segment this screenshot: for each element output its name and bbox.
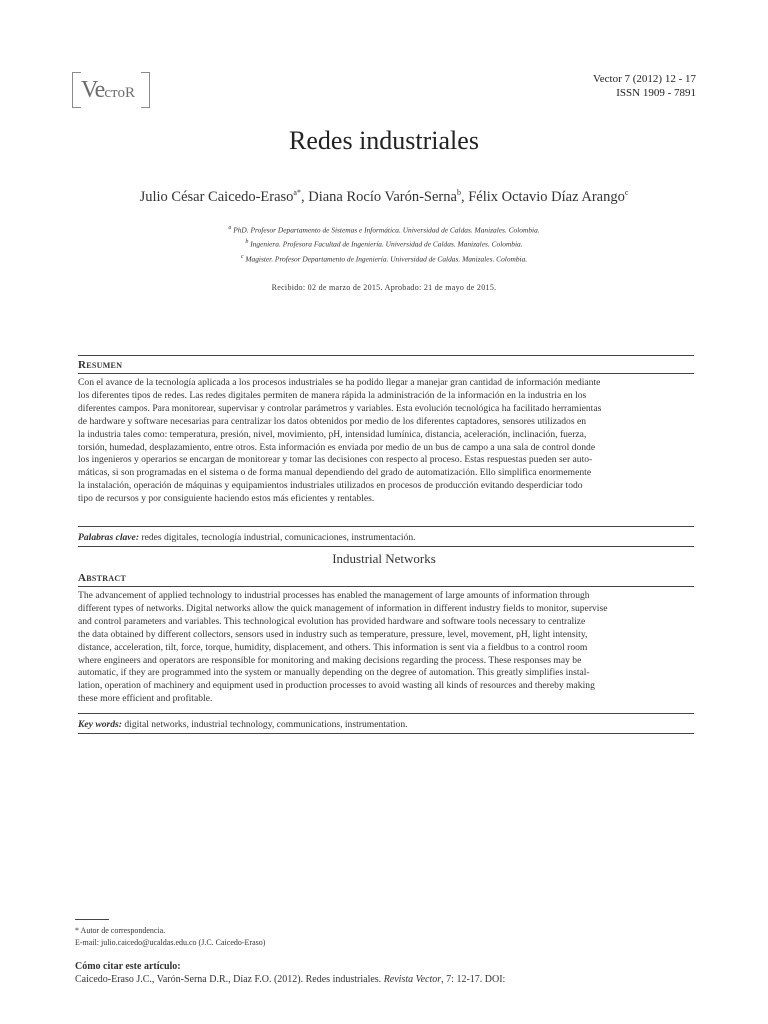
author-sup: a*	[293, 188, 301, 197]
affiliation-sup: b	[245, 239, 249, 246]
keywords-label: Key words:	[78, 719, 122, 730]
resumen-line: máticas, si son programadas en el sistema o de forma manual dependiendo del grado de automatización. Ello simplifica enormemente	[78, 467, 592, 479]
author-name: Diana Rocío Varón-Serna	[308, 188, 457, 205]
logo-bracket-right	[141, 72, 150, 108]
affiliation-text: Magister. Profesor Departamento de Ingeniería. Universidad de Caldas. Manizales. Colombia.	[245, 254, 528, 264]
palabras-label: Palabras clave:	[78, 532, 140, 543]
abstract-line: distance, acceleration, tilt, force, torque, humidity, displacement, and others. This information is sent via a fieldbus to a control room	[78, 641, 588, 653]
footnote-correspondence: * Autor de correspondencia.	[75, 926, 166, 935]
affiliation-line	[0, 222, 768, 236]
section-divider	[78, 733, 694, 734]
abstract-line: the data obtained by different collectors, sensors used in industry such as temperature, pressure, level, movement, pH, light intensity,	[78, 628, 588, 640]
resumen-line: Con el avance de la tecnología aplicada a los procesos industriales se ha podido llegar a manejar gran cantidad de información mediante	[78, 377, 601, 388]
citation-authors: Caicedo-Eraso J.C., Varón-Serna D.R., Díaz F.O. (2012). Redes industriales.	[75, 974, 384, 985]
abstract-line: lation, operation of machinery and equipment used in production processes to avoid wasting all kinds of resources and thereby making	[78, 680, 595, 692]
abstract-line: automatic, if they are programmed into the system or manually depending on the degree of automation. This greatly simplifies instal-	[78, 667, 590, 679]
resumen-line: los ingenieros y operarios se encargan de monitorear y tomar las decisiones con respecto al proceso. Estas respuestas pueden ser auto-	[78, 454, 593, 466]
resumen-line: tipo de recursos y por consiguiente haciendo estos más eficientes y rentables.	[78, 493, 375, 505]
footnote	[75, 925, 265, 949]
section-divider	[78, 355, 694, 356]
section-divider	[78, 586, 694, 587]
citation-journal: Revista Vector	[383, 974, 442, 985]
abstract-line: different types of networks. Digital networks allow the quick management of information in different industry fields to monitor, supervise	[78, 602, 608, 614]
resumen-heading: Resumen	[78, 359, 123, 371]
abstract-line: and control parameters and variables. This technological evolution has provided hardware and software tools necessary to centralize	[78, 615, 586, 627]
footnote-rule	[75, 919, 109, 920]
affiliation-text: Ingeniera. Profesora Facultad de Ingeniería. Universidad de Caldas. Manizales. Colombia.	[250, 239, 523, 249]
affiliation-sup: a	[228, 225, 232, 231]
journal-logo	[72, 72, 150, 108]
resumen-line: de hardware y software necesarias para centralizar los datos obtenidos por medio de los diferentes captadores, sensores utilizados en	[78, 415, 587, 427]
citation-tail: , 7: 12-17. DOI:	[441, 974, 506, 985]
resumen-line: los diferentes tipos de redes. Las redes digitales permiten de manera rápida la administración de la información en la industria en los	[78, 389, 587, 401]
section-divider	[78, 713, 694, 714]
citation	[75, 974, 505, 985]
received-dates: Recibido: 02 de marzo de 2015. Aprobado: 21 de mayo de 2015.	[271, 283, 497, 292]
abstract-body	[78, 590, 694, 706]
resumen-line: la instalación, operación de máquinas y equipamientos industriales utilizados en procesos de producción evitando desperdiciar todo	[78, 480, 583, 492]
resumen-line: diferentes campos. Para monitorear, supervisar y controlar parámetros y variables. Esta evolución tecnológica ha facilitado herramientas	[78, 402, 602, 414]
paper-title: Redes industriales	[289, 126, 479, 155]
keywords-text: digital networks, industrial technology, communications, instrumentation.	[121, 719, 408, 730]
author-name: Félix Octavio Díaz Arango	[468, 188, 625, 205]
abstract-line: these more efficient and profitable.	[78, 693, 213, 705]
journal-info	[593, 72, 696, 100]
logo-text-main: Ve	[81, 77, 105, 103]
logo-bracket-left	[72, 72, 81, 108]
footnote-email[interactable]: E-mail: julio.caicedo@ucaldas.edu.co (J.C. Caicedo-Eraso)	[75, 938, 266, 947]
logo-text	[81, 77, 135, 106]
resumen-body	[78, 377, 694, 506]
abstract-line: where engineers and operators are responsible for monitoring and making decisions regarding the process. These responses may be	[78, 654, 582, 666]
palabras-clave	[78, 532, 694, 543]
journal-issue: Vector 7 (2012) 12 - 17	[593, 73, 696, 85]
affiliation-line	[0, 251, 768, 265]
cite-heading: Cómo citar este artículo:	[75, 961, 181, 972]
abstract-heading: Abstract	[78, 572, 127, 584]
palabras-text: redes digitales, tecnología industrial, comunicaciones, instrumentación.	[139, 532, 416, 543]
key-words	[78, 719, 694, 730]
affiliation-sup: c	[240, 253, 244, 260]
journal-issn: ISSN 1909 - 7891	[616, 87, 696, 99]
author-sup: c	[624, 188, 629, 197]
affiliations	[0, 222, 768, 265]
author-name: Julio César Caicedo-Eraso	[139, 188, 294, 205]
section-divider	[78, 373, 694, 374]
affiliation-line	[0, 236, 768, 250]
author-list: Julio César Caicedo-Eraso$^{a*}$, Diana Rocío Varón-Serna$^b$, Félix Octavio Díaz Arango$^c$	[139, 188, 629, 205]
english-title: Industrial Networks	[332, 551, 436, 566]
section-divider	[78, 526, 694, 527]
resumen-line: la industria tales como: temperatura, presión, nivel, movimiento, pH, intensidad lumínica, distancia, aceleración, inclinación, fuerza,	[78, 428, 587, 440]
resumen-line: torsión, humedad, desplazamiento, entre otros. Esta información es enviada por medio de un bus de campo a una sala de control donde	[78, 441, 596, 453]
section-divider	[78, 546, 694, 547]
author-sup: b	[456, 188, 461, 197]
affiliation-text: PhD. Profesor Departamento de Sistemas e Informática. Universidad de Caldas. Manizales. Colombia.	[233, 225, 540, 235]
logo-text-small: cтoR	[104, 85, 136, 101]
abstract-line: The advancement of applied technology to industrial processes has enabled the management of large amounts of information through	[78, 590, 590, 601]
